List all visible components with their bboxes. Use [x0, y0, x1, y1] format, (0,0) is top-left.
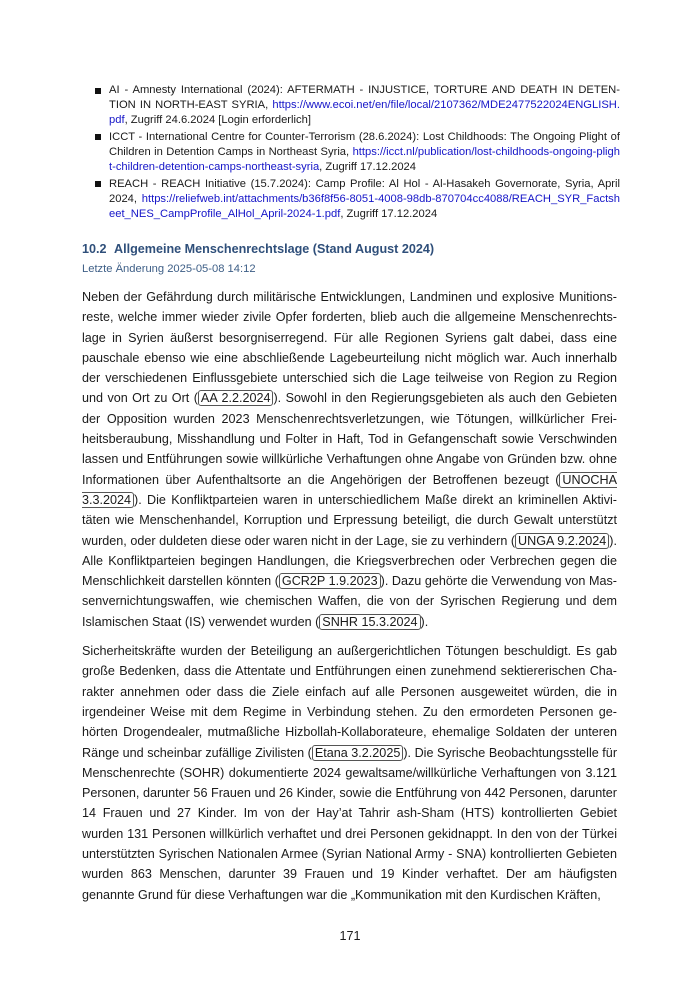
section-number: 10.2 — [82, 242, 107, 256]
reference-item: REACH - REACH Initiative (15.7.2024): Camp Profile: Al Hol - Al-Hasakeh Governorate, Syria, April 2024, https://reliefweb.int/attachments/b36f8f56-8051-4008-98db-870704cc4088/REACH_SYR_Factsheet_NES_CampProfile_AlHol_April-2024-1.pdf, Zugriff 17.12.2024 — [95, 177, 620, 222]
citation-link[interactable]: UNGA 9.2.2024 — [515, 533, 609, 549]
last-change-date: Letzte Änderung 2025-05-08 14:12 — [82, 263, 256, 275]
section-title: Allgemeine Menschenrechtslage (Stand August 2024) — [114, 242, 435, 256]
citation-link[interactable]: SNHR 15.3.2024 — [319, 614, 420, 630]
citation-link[interactable]: Etana 3.2.2025 — [312, 745, 403, 761]
reference-item: AI - Amnesty International (2024): AFTERMATH - INJUSTICE, TORTURE AND DEATH IN DETENTION IN NORTH-EAST SYRIA, https://www.ecoi.net/en/file/local/2107362/MDE2477522024ENGLISH.pdf, Zugriff 24.6.2024 [Login erforderlich] — [95, 83, 620, 128]
paragraph: Sicherheitskräfte wurden der Beteiligung an außergerichtlichen Tötungen beschuldigt. Es gab große Bedenken, dass die Attentate und Entführungen einen zunehmend sektiererischen Charakter annehmen oder dass die Ziele einfach auf alle Personen ausgeweitet würden, die in irgendeiner Weise mit dem Regime in Verbindung stehen. Zu den ermordeten Personen gehörten Drogendealer, mutmaßliche Hizbollah-Kollaborateure, ehemalige Soldaten der unteren Ränge und scheinbar zufällige Zivilisten ( Etana 3.2.2025 ). Die Syrische Beobachtungsstelle für Menschenrechte (SOHR) dokumentierte 2024 gewaltsame/willkürliche Verhaftungen von 3.121 Personen, darunter 56 Frauen und 26 Kinder, sowie die Entführung von 442 Personen, darunter 14 Frauen und 27 Kinder. Im von der Hay’at Tahrir ash-Sham (HTS) kontrollierten Gebiet wurden 131 Personen willkürlich verhaftet und drei Personen gekidnappt. In den von der Türkei unterstützten Syrischen Nationalen Armee (Syrian National Army - SNA) kontrollierten Gebieten wurden 863 Menschen, darunter 39 Frauen und 19 Kinder verhaftet. Der am häufigsten genannte Grund für diese Verhaftungen war die „Kommunikation mit den Kurdischen Kräften, — [82, 644, 618, 902]
reference-item: ICCT - International Centre for Counter-Terrorism (28.6.2024): Lost Childhoods: The Ongoing Plight of Children in Detention Camps in Northeast Syria, https://icct.nl/publication/lost-childhoods-ongoing-plight-children-detention-camps-northeast-syria, Zugriff 17.12.2024 — [95, 130, 620, 175]
page-number: 171 — [339, 929, 361, 943]
citation-link[interactable]: UNOCHA 3.3.2024 — [82, 472, 617, 507]
bullet-icon — [95, 181, 101, 187]
citation-link[interactable]: GCR2P 1.9.2023 — [279, 573, 381, 589]
reference-link[interactable]: https://icct.nl/publication/lost-childhoods-ongoing-plight-children-detention-camps-northeast-syria — [109, 145, 620, 173]
body-text — [82, 287, 617, 914]
reference-link[interactable]: https://www.ecoi.net/en/file/local/2107362/MDE2477522024ENGLISH.pdf — [109, 99, 620, 127]
bullet-icon — [95, 134, 101, 140]
citation-link[interactable]: AA 2.2.2024 — [198, 390, 274, 406]
reference-list — [95, 83, 620, 223]
reference-link[interactable]: https://reliefweb.int/attachments/b36f8f56-8051-4008-98db-870704cc4088/REACH_SYR_Factsheet_NES_CampProfile_AlHol_April-2024-1.pdf — [109, 192, 620, 220]
paragraph: Neben der Gefährdung durch militärische Entwicklungen, Landminen und explosive Munitionsreste, welche immer wieder zivile Opfer forderten, blieb auch die allgemeine Menschenrechtslage in Syrien äußerst besorgniserregend. Für alle Regionen Syriens galt dabei, dass eine pauschale ebenso wie eine abschließende Lagebeurteilung nicht möglich war. Auch innerhalb der verschiedenen Einflussgebiete unterschied sich die Lage teilweise von Region zu Region und von Ort zu Ort ( AA 2.2.2024 ). Sowohl in den Regierungsgebieten als auch den Gebieten der Opposition wurden 2023 Menschenrechtsverletzungen, wie Tötungen, willkürlicher Freiheitsberaubung, Misshandlung und Folter in Haft, Tod in Gefangenschaft sowie Verschwinden lassen und Entführungen sowie willkürliche Verhaftungen ohne Angabe von Gründen bzw. ohne Informationen über Aufenthaltsorte an die Angehörigen der Betroffenen bezeugt ( UNOCHA 3.3.2024 ). Die Konfliktparteien waren in unterschiedlichem Maße direkt an kriminellen Aktivitäten wie Menschenhandel, Korruption und Erpressung beteiligt, die durch Gewalt unterstützt wurden, oder duldeten diese oder waren nicht in der Lage, sie zu verhindern ( UNGA 9.2.2024 ). Alle Konfliktparteien begingen Handlungen, die Kriegsverbrechen oder Verbrechen gegen die Menschlichkeit darstellen könnten ( GCR2P 1.9.2023 ). Dazu gehörte die Verwendung von Massenvernichtungswaffen, wie chemischen Waffen, die von der Syrischen Regierung und dem Islamischen Staat (IS) verwendet wurden ( SNHR 15.3.2024 ). — [82, 290, 617, 629]
section-heading — [82, 242, 434, 256]
bullet-icon — [95, 88, 101, 94]
